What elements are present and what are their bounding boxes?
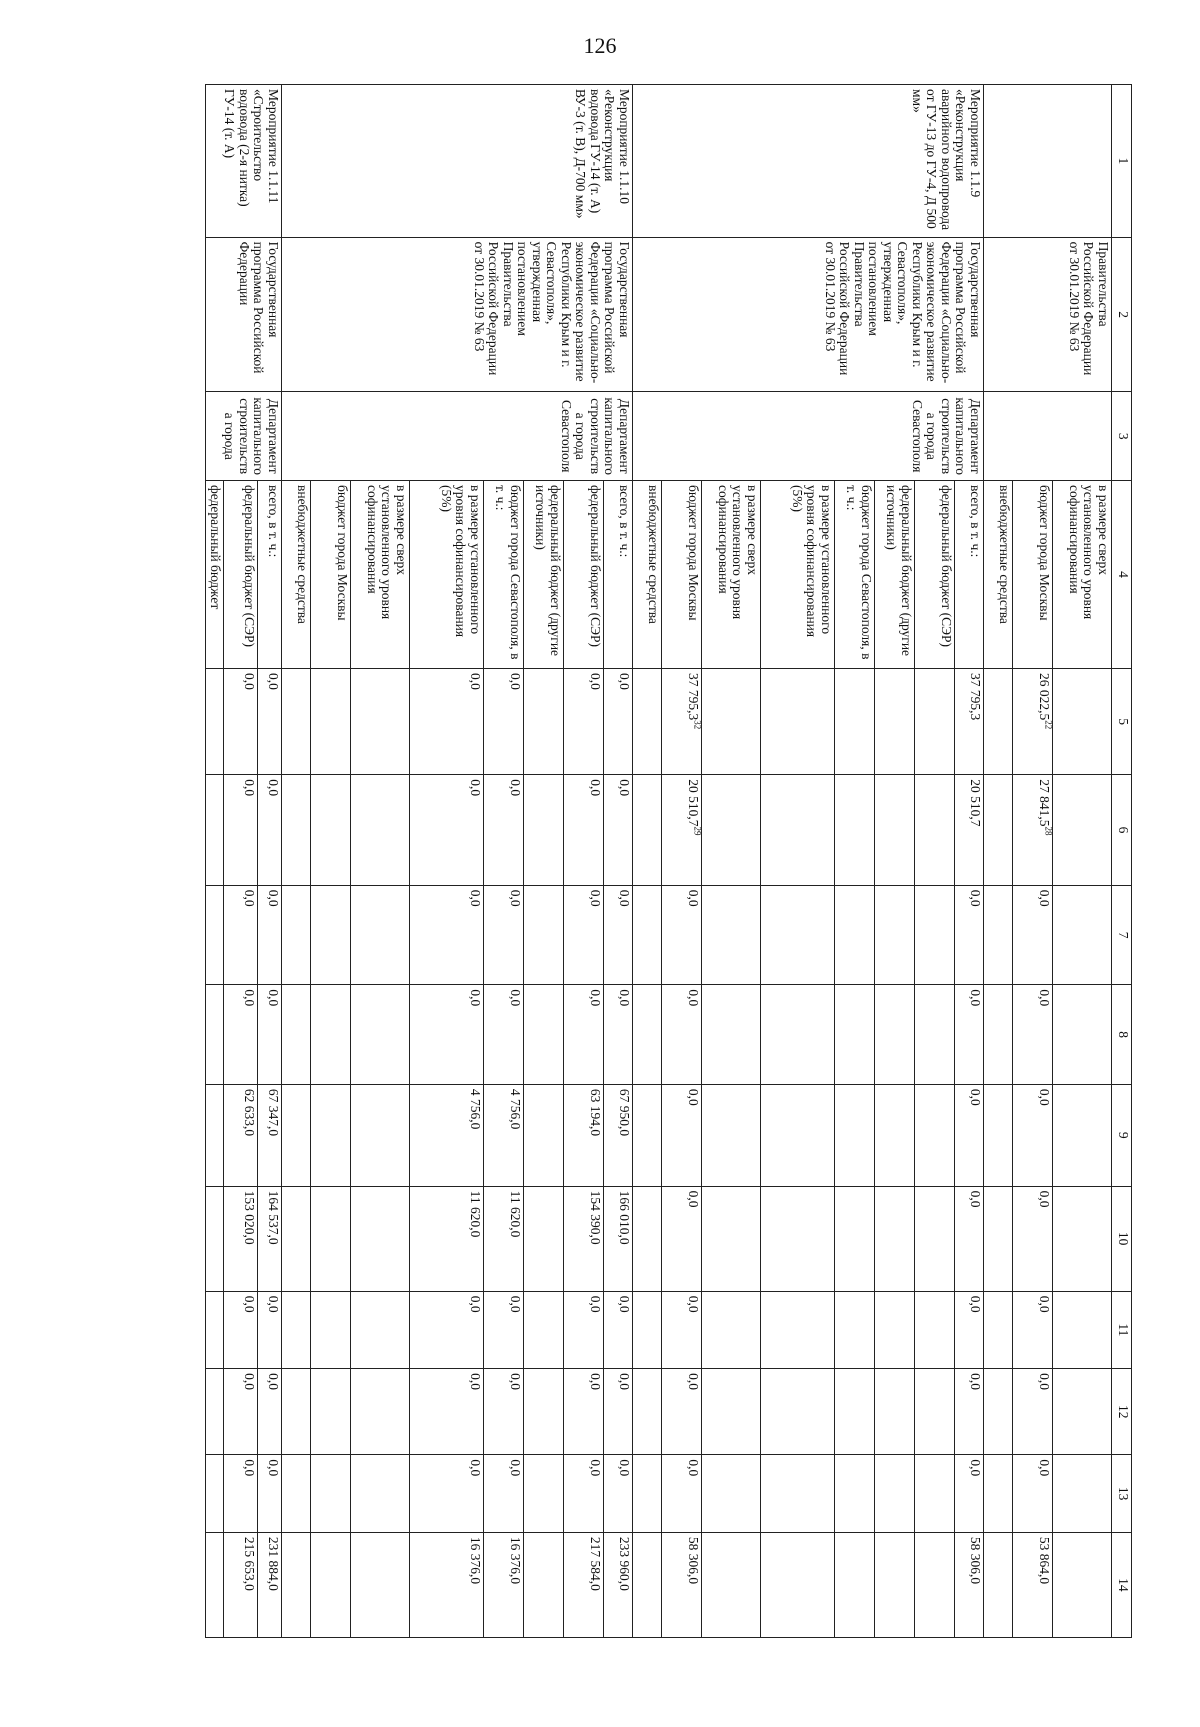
value-cell: 0,0 [484,885,524,985]
value-cell: 0,0 [224,669,258,775]
value-cell: 0,0 [564,1291,604,1368]
table-row [955,85,984,1638]
value-cell: 0,0 [662,1084,702,1186]
value-cell: 0,0 [955,1291,984,1368]
value-cell: 0,0 [604,775,633,886]
value-cell: 0,0 [1013,1369,1053,1455]
value-cell: 37 795,3$^{32}$ [662,669,702,775]
value-cell: 0,0 [258,885,282,985]
value-cell: 0,0 [484,1291,524,1368]
col-header-12: 12 [1112,1369,1132,1455]
source-cell: всего, в т. ч.: [955,480,984,668]
value-cell: 53 864,0 [1013,1532,1053,1637]
value-cell: 233 960,0 [604,1532,633,1637]
source-cell: внебюджетные средства [282,480,311,668]
col-header-14: 14 [1112,1532,1132,1637]
executor-cell: Департамент капитального строительства города [206,392,282,480]
value-cell: 16 376,0 [484,1532,524,1637]
value-cell: 0,0 [662,985,702,1085]
value-cell: 166 010,0 [604,1186,633,1291]
table-row [1053,85,1112,1638]
value-cell: 0,0 [1013,1084,1053,1186]
value-cell: 0,0 [224,985,258,1085]
source-cell: в размере сверх установленного уровня софинансирования [1053,480,1112,668]
value-cell: 11 620,0 [484,1186,524,1291]
source-cell: внебюджетные средства [633,480,662,668]
value-cell: 154 390,0 [564,1186,604,1291]
executor-cell: Департамент капитального строительства города Севастополя [633,392,984,480]
col-header-11: 11 [1112,1291,1132,1368]
value-cell: 0,0 [258,1291,282,1368]
value-cell: 0,0 [1013,1291,1053,1368]
value-cell: 0,0 [410,1455,484,1532]
col-header-4: 4 [1112,480,1132,668]
value-cell: 20 510,7 [955,775,984,886]
source-cell: федеральный бюджет (СЭР) [224,480,258,668]
value-cell: 0,0 [604,1455,633,1532]
value-cell: 0,0 [604,1369,633,1455]
source-cell: всего, в т. ч.: [258,480,282,668]
footnote-ref: 29 [692,826,703,836]
source-cell: в размере сверх установленного уровня софинансирования [351,480,410,668]
measure-cell: Мероприятие 1.1.11 «Строительство водовода (2-я нитка) ГУ-14 (т. А) [206,85,282,238]
value-cell: 0,0 [564,1369,604,1455]
value-cell: 164 537,0 [258,1186,282,1291]
value-cell: 0,0 [564,1455,604,1532]
value-cell: 0,0 [484,1369,524,1455]
value-cell: 11 620,0 [410,1186,484,1291]
rotated-budget-table-container [180,84,1132,1638]
col-header-13: 13 [1112,1455,1132,1532]
source-cell: в размере сверх установленного уровня софинансирования [702,480,761,668]
value-cell: 0,0 [662,1291,702,1368]
value-cell: 37 795,3 [955,669,984,775]
col-header-6: 6 [1112,775,1132,886]
value-cell: 4 756,0 [410,1084,484,1186]
value-cell: 26 022,5$^{22}$ [1013,669,1053,775]
value-cell: 0,0 [410,1291,484,1368]
value-cell: 62 633,0 [224,1084,258,1186]
source-cell: всего, в т. ч.: [604,480,633,668]
value-cell: 0,0 [484,1455,524,1532]
source-cell: бюджет города Севастополя, в т. ч.: [484,480,524,668]
source-cell: федеральный бюджет (СЭР) [564,480,604,668]
value-cell: 0,0 [224,885,258,985]
col-header-2: 2 [1112,237,1132,392]
value-cell: 20 510,7$^{29}$ [662,775,702,886]
value-cell: 0,0 [604,885,633,985]
value-cell: 0,0 [258,985,282,1085]
col-header-9: 9 [1112,1084,1132,1186]
program-cell: Государственная программа Российской Федерации «Социально-экономическое развитие Республики Крым и г. Севастополя», утвержденная постановлением Правительства Российской Федерации от 30.01.2019 № 63 [633,237,984,392]
source-cell: бюджет города Севастополя, в т. ч.: [835,480,875,668]
value-cell: 0,0 [955,1369,984,1455]
source-cell: федеральный бюджет [206,480,224,668]
value-cell: 0,0 [484,985,524,1085]
value-cell: 0,0 [604,985,633,1085]
table-row [258,85,282,1638]
value-cell: 0,0 [564,885,604,985]
value-cell: 0,0 [604,669,633,775]
value-cell: 67 950,0 [604,1084,633,1186]
source-cell: бюджет города Москвы [311,480,351,668]
source-cell: федеральный бюджет (другие источники) [875,480,915,668]
footnote-ref: 28 [1043,826,1054,836]
value-cell: 4 756,0 [484,1084,524,1186]
value-cell: 0,0 [484,775,524,886]
value-cell: 16 376,0 [410,1532,484,1637]
page-number: 126 [583,33,617,58]
program-cell: Государственная программа Российской Федерации [206,237,282,392]
program-cell: Государственная программа Российской Федерации «Социально-экономическое развитие Республики Крым и г. Севастополя», утвержденная постановлением Правительства Российской Федерации от 30.01.2019 № 63 [282,237,633,392]
value-cell: 0,0 [484,669,524,775]
value-cell: 0,0 [955,1084,984,1186]
col-header-1: 1 [1112,85,1132,238]
measure-cell: Мероприятие 1.1.10 «Реконструкция водовода ГУ-14 (т. А) ВУ-3 (т. В), Д-700 мм» [282,85,633,238]
value-cell: 0,0 [410,1369,484,1455]
value-cell: 153 020,0 [224,1186,258,1291]
table-row [604,85,633,1638]
source-cell: федеральный бюджет (другие источники) [524,480,564,668]
value-cell: 0,0 [224,775,258,886]
value-cell: 0,0 [410,775,484,886]
value-cell: 63 194,0 [564,1084,604,1186]
value-cell: 0,0 [410,669,484,775]
value-cell: 0,0 [604,1291,633,1368]
value-cell: 0,0 [1013,1455,1053,1532]
value-cell: 0,0 [564,669,604,775]
source-cell: бюджет города Москвы [662,480,702,668]
footnote-ref: 22 [1043,720,1054,730]
col-header-7: 7 [1112,885,1132,985]
value-cell: 0,0 [662,1369,702,1455]
source-cell: федеральный бюджет (СЭР) [915,480,955,668]
value-cell: 58 306,0 [662,1532,702,1637]
value-cell: 0,0 [662,1186,702,1291]
value-cell: 0,0 [224,1455,258,1532]
executor-cell [984,392,1112,480]
value-cell: 0,0 [224,1369,258,1455]
value-cell: 217 584,0 [564,1532,604,1637]
value-cell: 0,0 [955,1186,984,1291]
measure-cell: Мероприятие 1.1.9 «Реконструкция аварийного водопровода от ГУ-13 до ГУ-4, Д 500 мм» [633,85,984,238]
col-header-5: 5 [1112,669,1132,775]
footnote-ref: 32 [692,720,703,730]
value-cell: 0,0 [662,1455,702,1532]
source-cell: внебюджетные средства [984,480,1013,668]
program-cell: Правительства Российской Федерации от 30.01.2019 № 63 [984,237,1112,392]
value-cell: 0,0 [410,885,484,985]
value-cell: 0,0 [564,775,604,886]
value-cell: 0,0 [1013,985,1053,1085]
col-header-3: 3 [1112,392,1132,480]
source-cell: бюджет города Москвы [1013,480,1053,668]
measure-cell [984,85,1112,238]
value-cell: 0,0 [955,1455,984,1532]
value-cell: 0,0 [410,985,484,1085]
value-cell: 0,0 [1013,1186,1053,1291]
value-cell: 0,0 [258,775,282,886]
value-cell: 0,0 [258,669,282,775]
value-cell: 0,0 [258,1455,282,1532]
budget-table [205,84,1132,1638]
value-cell: 0,0 [955,985,984,1085]
value-cell: 231 884,0 [258,1532,282,1637]
value-cell: 58 306,0 [955,1532,984,1637]
value-cell: 0,0 [662,885,702,985]
value-cell: 0,0 [1013,885,1053,985]
col-header-10: 10 [1112,1186,1132,1291]
source-cell: в размере установленного уровня софинансирования (5%) [410,480,484,668]
value-cell: 0,0 [258,1369,282,1455]
value-cell: 0,0 [224,1291,258,1368]
header-row [1112,85,1132,1638]
value-cell: 67 347,0 [258,1084,282,1186]
value-cell: 0,0 [955,885,984,985]
value-cell: 27 841,5$^{28}$ [1013,775,1053,886]
value-cell: 215 653,0 [224,1532,258,1637]
source-cell: в размере установленного уровня софинансирования (5%) [761,480,835,668]
executor-cell: Департамент капитального строительства города Севастополя [282,392,633,480]
col-header-8: 8 [1112,985,1132,1085]
value-cell: 0,0 [564,985,604,1085]
